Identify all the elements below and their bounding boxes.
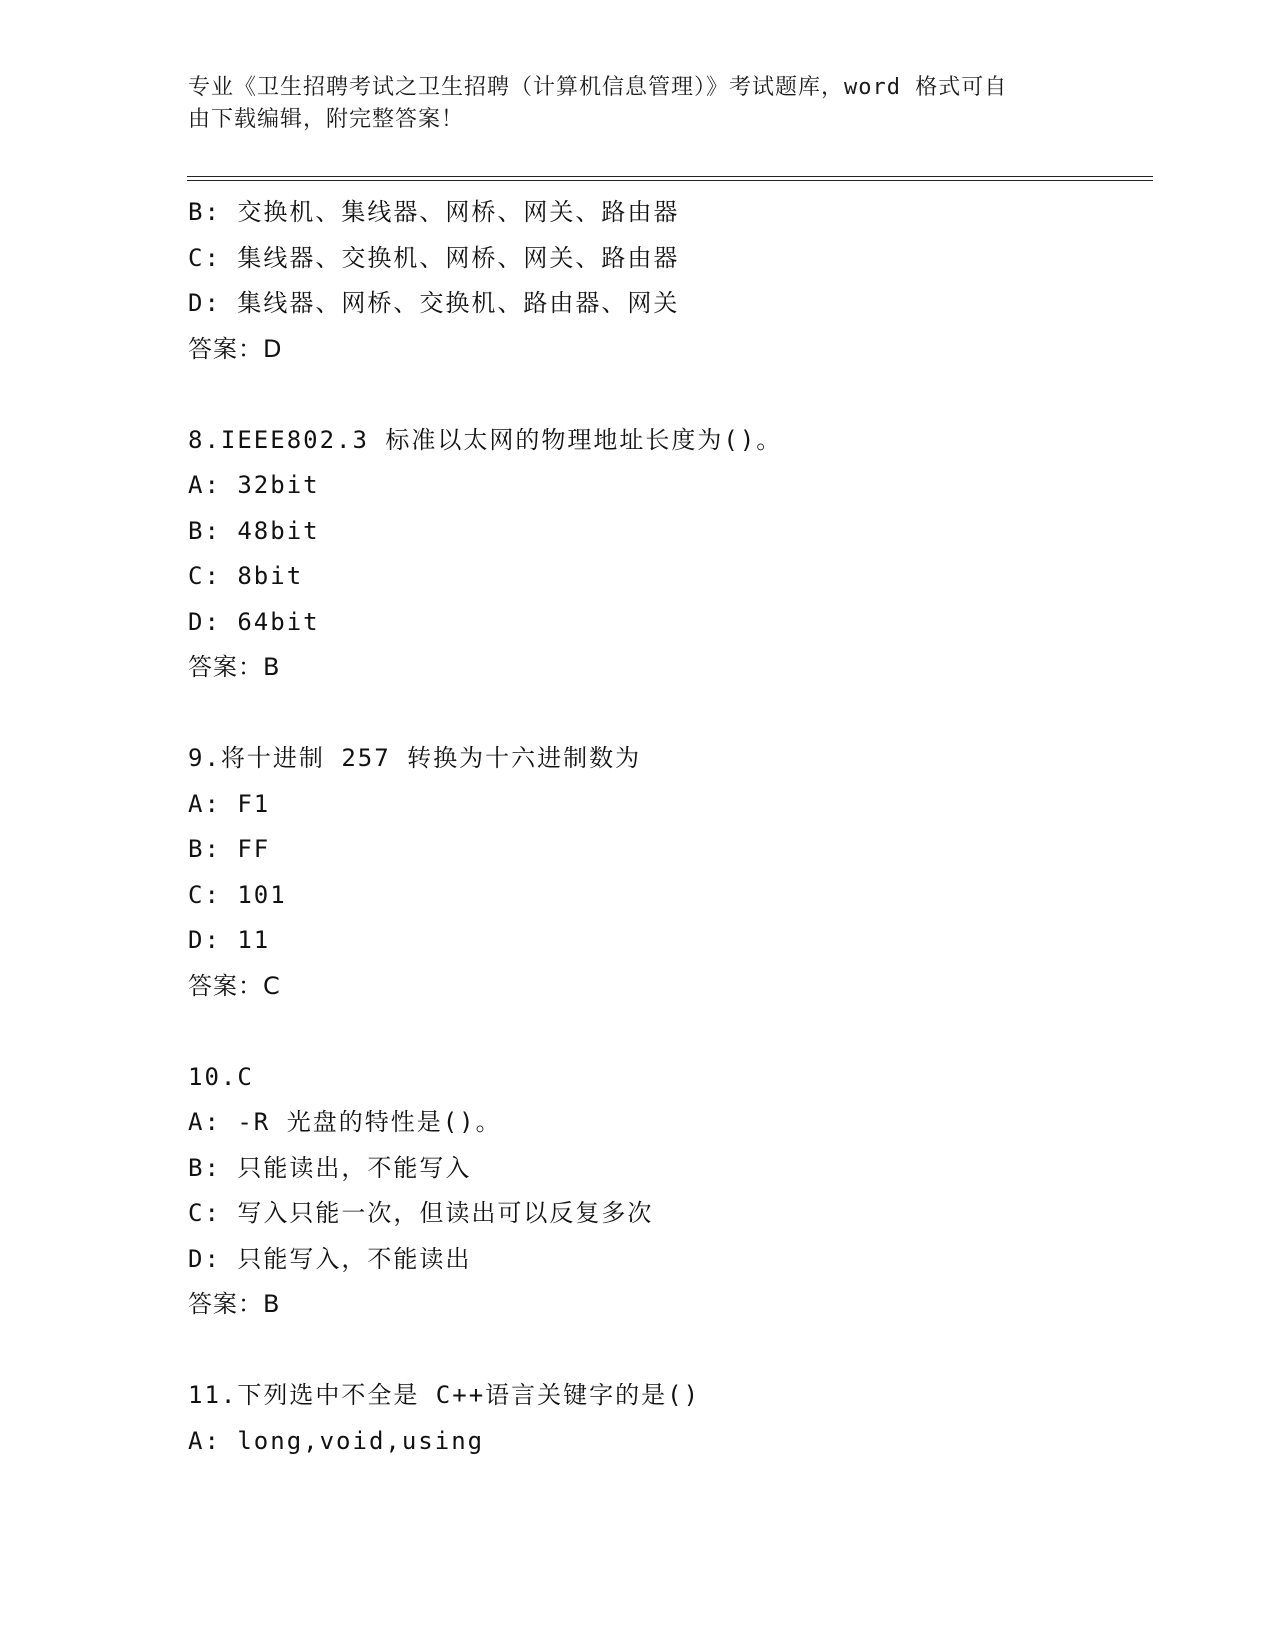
q7-option-d: D: 集线器、网桥、交换机、路由器、网关 [188,289,680,317]
q10-option-a: A: -R 光盘的特性是()。 [188,1108,502,1136]
q7-option-c: C: 集线器、交换机、网桥、网关、路由器 [188,243,680,272]
q8-option-a: A: 32bit [188,471,320,499]
q10-question: 10.C [188,1062,254,1091]
q8-option-d: D: 64bit [188,607,320,636]
q8-option-b: B: 48bit [188,516,320,545]
spacer [188,1009,1148,1055]
q9-option-a: A: F1 [188,789,271,818]
q9-question: 9.将十进制 257 转换为十六进制数为 [188,744,642,772]
question-9 [188,736,1148,1009]
q10-option-c: C: 写入只能一次，但读出可以反复多次 [188,1199,654,1227]
q10-option-d: D: 只能写入，不能读出 [188,1244,472,1273]
q7-option-b: B: 交换机、集线器、网桥、网关、路由器 [188,198,680,226]
q9-option-d: D: 11 [188,926,271,954]
question-10 [188,1055,1148,1328]
spacer [188,691,1148,737]
q7-answer: 答案：D [188,334,283,363]
q8-answer: 答案：B [188,653,281,681]
q9-answer: 答案：C [188,971,281,1000]
q8-option-c: C: 8bit [188,562,304,590]
q10-answer: 答案：B [188,1290,281,1318]
spacer [188,372,1148,418]
q9-option-c: C: 101 [188,880,287,909]
q11-question: 11.下列选中不全是 C++语言关键字的是() [188,1381,701,1409]
header-double-rule [187,176,1153,181]
q9-option-b: B: FF [188,835,271,863]
q11-option-a: A: long,void,using [188,1426,485,1455]
document-header [188,72,1068,136]
question-11 [188,1373,1148,1464]
question-7 [188,190,1148,372]
question-8 [188,418,1148,691]
header-line-1: 专业《卫生招聘考试之卫生招聘（计算机信息管理）》考试题库，word 格式可自 [188,75,1008,100]
q8-question: 8.IEEE802.3 标准以太网的物理地址长度为()。 [188,425,783,454]
spacer [188,1328,1148,1374]
q10-option-b: B: 只能读出，不能写入 [188,1153,472,1182]
header-line-2: 由下载编辑，附完整答案！ [188,107,465,132]
question-list [188,190,1148,1464]
